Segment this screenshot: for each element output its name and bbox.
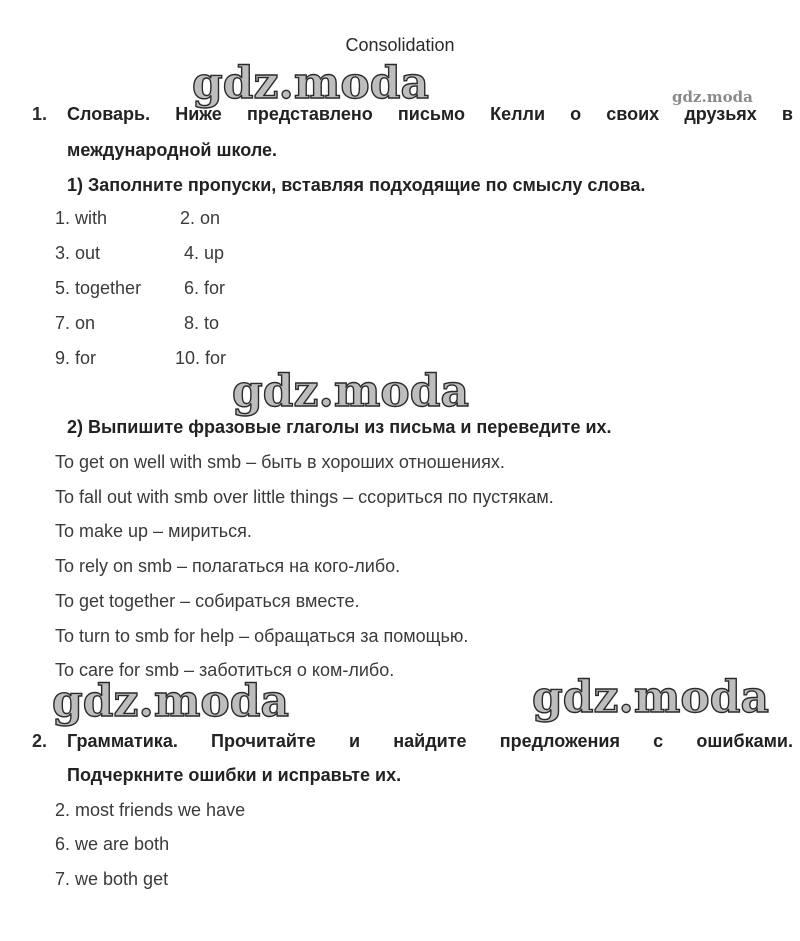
answer-item: 1. with <box>55 208 108 228</box>
phrase-item: To rely on smb – полагаться на кого-либо. <box>55 556 401 576</box>
answer-item: 5. together <box>55 278 142 298</box>
answer-item: 2. on <box>180 208 221 228</box>
answer-item: 7. we both get <box>55 869 169 889</box>
phrase-item: To get on well with smb – быть в хороших отношениях. <box>55 452 505 472</box>
watermark-logo-small: gdz.moda <box>672 88 753 106</box>
task-2-number: 2. <box>32 731 48 751</box>
answer-item: 6. for <box>184 278 226 298</box>
answer-item: 3. out <box>55 243 101 263</box>
answer-item: 2. most friends we have <box>55 800 246 820</box>
task-1-number: 1. <box>32 104 48 124</box>
task-2-heading-line2: Подчеркните ошибки и исправьте их. <box>67 765 402 785</box>
phrase-item: To fall out with smb over little things – ссориться по пустякам. <box>55 487 554 507</box>
answer-item: 9. for <box>55 348 97 368</box>
watermark-logo: gdz.moda <box>192 58 430 109</box>
watermark-logo: gdz.moda <box>52 676 290 727</box>
answer-item: 6. we are both <box>55 834 170 854</box>
answer-item: 7. on <box>55 313 96 333</box>
phrase-item: To get together – собираться вместе. <box>55 591 360 611</box>
task-1-subheading-2: 2) Выпишите фразовые глаголы из письма и переведите их. <box>67 417 612 437</box>
page-title: Consolidation <box>345 35 455 55</box>
phrase-item: To care for smb – заботиться о ком-либо. <box>55 660 395 680</box>
task-2-heading-line1: Грамматика. Прочитайте и найдите предложения с ошибками. <box>67 731 793 751</box>
task-1-subheading-1: 1) Заполните пропуски, вставляя подходящие по смыслу слова. <box>67 175 646 195</box>
answer-item: 4. up <box>184 243 225 263</box>
answer-item: 8. to <box>184 313 220 333</box>
phrase-item: To turn to smb for help – обращаться за помощью. <box>55 626 469 646</box>
answer-item: 10. for <box>175 348 227 368</box>
task-1-heading-line1: Словарь. Ниже представлено письмо Келли о своих друзьях в <box>67 104 793 124</box>
task-1-heading-line2: международной школе. <box>67 140 278 160</box>
watermark-logo: gdz.moda <box>232 366 470 417</box>
watermark-logo: gdz.moda <box>532 672 770 723</box>
phrase-item: To make up – мириться. <box>55 521 252 541</box>
